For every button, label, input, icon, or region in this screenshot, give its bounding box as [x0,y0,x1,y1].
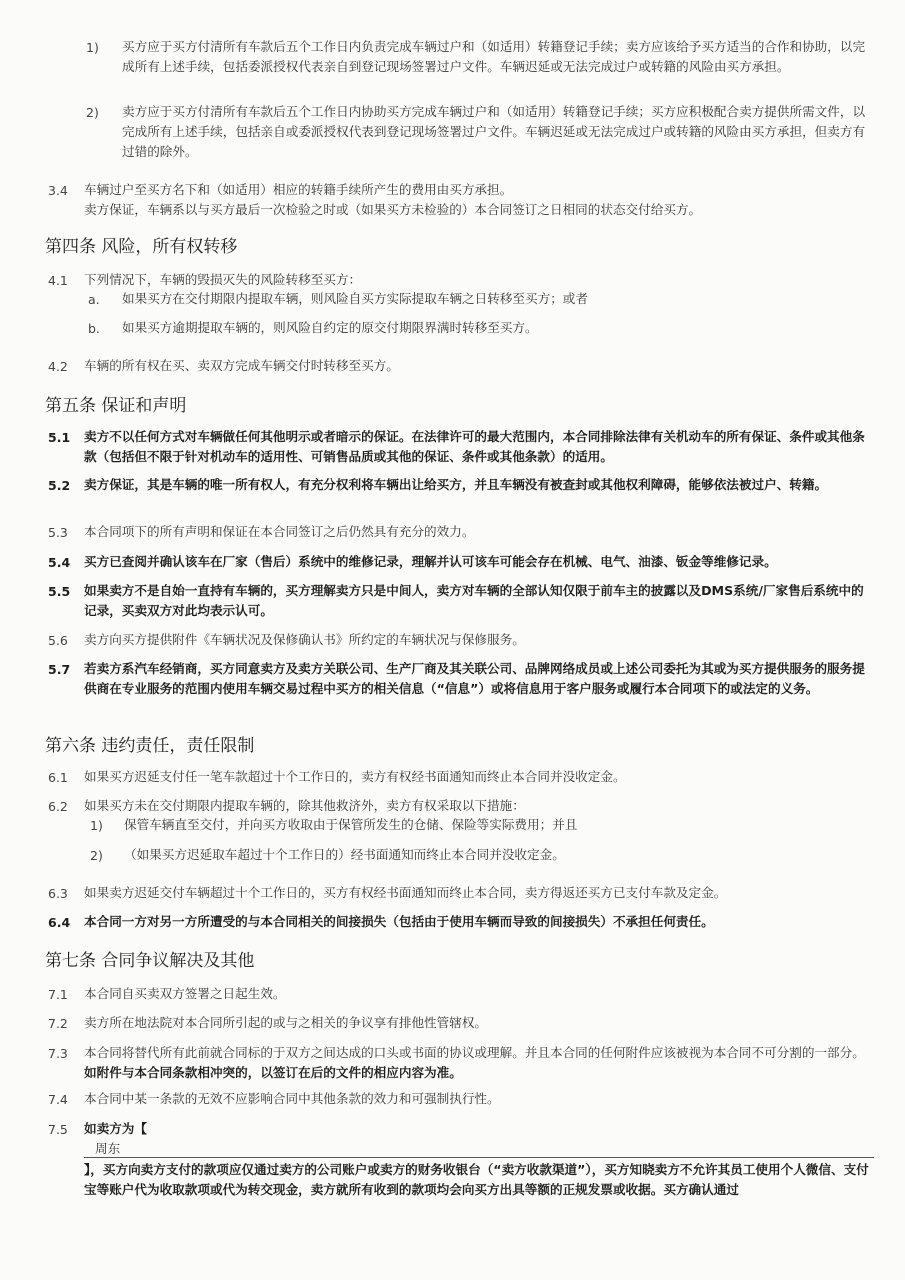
sub-item-number: a. [88,292,100,307]
sub-item-text: 保管车辆直至交付，并向买方收取由于保管所发生的仓储、保险等实际费用；并且 [124,817,578,832]
clause-number: 7.2 [48,1016,68,1031]
item-number: 2) [86,105,99,120]
clause-text: 卖方保证，其是车辆的唯一所有权人，有充分权利将车辆出让给买方，并且车辆没有被查封或其他权利障碍，能够依法被过户、转籍。 [84,477,828,492]
clause-text: 本合同自买卖双方签署之日起生效。 [84,986,286,1001]
clause-text: 如果卖方迟延交付车辆超过十个工作日的，买方有权经书面通知而终止本合同，卖方得返还买方已支付车款及定金。 [84,885,727,900]
clause-text: 买方已查阅并确认该车在厂家（售后）系统中的维修记录，理解并认可该车可能会存在机械、电气、油漆、钣金等维修记录。 [84,554,777,569]
clause-number: 5.3 [48,525,68,540]
section-heading: 第七条 合同争议解决及其他 [45,951,255,971]
seller-name-field: 周东 [95,1141,121,1156]
clause-text: 卖方不以任何方式对车辆做任何其他明示或者暗示的保证。在法律许可的最大范围内，本合同排除法律有关机动车的所有保证、条件或其他条款（包括但不限于针对机动车的适用性、可销售品质或其他的保证、条件或其他条款）的适用。 [84,429,865,464]
section-heading: 第四条 风险，所有权转移 [45,237,238,257]
clause-number: 7.1 [48,987,68,1002]
signature-underline [84,1157,874,1158]
clause-text: 卖方所在地法院对本合同所引起的或与之相关的争议享有排他性管辖权。 [84,1015,487,1030]
clause-number: 5.6 [48,633,68,648]
sub-item-number: 2) [90,848,103,863]
clause-number: 4.1 [48,273,68,288]
clause-text: 若卖方系汽车经销商，买方同意卖方及卖方关联公司、生产厂商及其关联公司、品牌网络成员或上述公司委托为其或为买方提供服务的服务提供商在专业服务的范围内使用车辆交易过程中买方的相关信息（“信息”）或将信息用于客户服务或履行本合同项下的或法定的义务。 [84,661,865,696]
clause-number: 5.4 [48,555,71,570]
clause-number: 4.2 [48,359,68,374]
clause-number: 6.2 [48,799,68,814]
item-number: 1) [86,40,99,55]
clause-number: 7.5 [48,1122,68,1137]
clause-text: 卖方保证，车辆系以与买方最后一次检验之时或（如果买方未检验的）本合同签订之日相同的状态交付给买方。 [84,202,702,217]
clause-number: 5.1 [48,430,71,445]
clause-text-normal: 本合同将替代所有此前就合同标的于双方之间达成的口头或书面的协议或理解。并且本合同的任何附件应该被视为本合同不可分割的一部分。 [84,1045,865,1060]
clause-text-bold: 如附件与本合同条款相冲突的，以签订在后的文件的相应内容为准。 [84,1065,462,1080]
clause-text: 卖方向买方提供附件《车辆状况及保修确认书》所约定的车辆状况与保修服务。 [84,632,525,647]
sub-item-text: （如果买方迟延取车超过十个工作日的）经书面通知而终止本合同并没收定金。 [124,847,565,862]
clause-number: 7.3 [48,1046,68,1061]
clause-text: 车辆过户至买方名下和（如适用）相应的转籍手续所产生的费用由买方承担。 [84,182,513,197]
clause-text: 如果买方迟延支付任一笔车款超过十个工作日的，卖方有权经书面通知而终止本合同并没收定金。 [84,769,626,784]
item-text: 买方应于买方付清所有车款后五个工作日内负责完成车辆过户和（如适用）转籍登记手续；卖方应该给予买方适当的合作和协助，以完成所有上述手续，包括委派授权代表亲自到登记现场签署过户文件。车辆迟延或无法完成过户或转籍的风险由买方承担。 [122,39,866,74]
clause-number: 6.4 [48,915,71,930]
sub-item-text: 如果买方逾期提取车辆的，则风险自约定的原交付期限界满时转移至买方。 [122,320,538,335]
clause-text [84,1043,874,1083]
clause-number: 5.7 [48,662,71,677]
clause-text: 本合同一方对另一方所遭受的与本合同相关的间接损失（包括由于使用车辆而导致的间接损失）不承担任何责任。 [84,914,714,929]
sub-item-number: 1) [90,818,103,833]
clause-text: 本合同项下的所有声明和保证在本合同签订之后仍然具有充分的效力。 [84,524,475,539]
clause-number: 3.4 [48,183,68,198]
clause-number: 6.3 [48,886,68,901]
clause-number: 5.2 [48,478,71,493]
section-heading: 第六条 违约责任，责任限制 [45,736,255,756]
clause-text: 如果卖方不是自始一直持有车辆的，买方理解卖方只是中间人，卖方对车辆的全部认知仅限于前车主的披露以及DMS系统/厂家售后系统中的记录，买卖双方对此均表示认可。 [84,583,864,618]
clause-text: 下列情况下，车辆的毁损灭失的风险转移至买方： [84,272,362,287]
clause-text: 本合同中某一条款的无效不应影响合同中其他条款的效力和可强制执行性。 [84,1091,500,1106]
clause-text: 车辆的所有权在买、卖双方完成车辆交付时转移至买方。 [84,358,399,373]
clause-text: 如果买方未在交付期限内提取车辆的，除其他救济外，卖方有权采取以下措施： [84,798,525,813]
clause-number: 6.1 [48,770,68,785]
sub-item-number: b. [88,321,100,336]
clause-number: 5.5 [48,584,71,599]
clause-lead: 如卖方为【 [84,1121,147,1136]
clause-text: 】，买方向卖方支付的款项应仅通过卖方的公司账户或卖方的财务收银台（“卖方收款渠道”），买方知晓卖方不允许其员工使用个人微信、支付宝等账户代为收取款项或代为转交现金，卖方就所有收到的款项均会向买方出具等额的正规发票或收据。买方确认通过 [84,1162,869,1197]
sub-item-text: 如果买方在交付期限内提取车辆，则风险自买方实际提取车辆之日转移至买方；或者 [122,291,588,306]
section-heading: 第五条 保证和声明 [45,396,187,416]
clause-number: 7.4 [48,1092,68,1107]
item-text: 卖方应于买方付清所有车款后五个工作日内协助买方完成车辆过户和（如适用）转籍登记手续；买方应积极配合卖方提供所需文件，以完成所有上述手续，包括亲自或委派授权代表到登记现场签署过户文件。车辆迟延或无法完成过户或转籍的风险由买方承担，但卖方有过错的除外。 [122,104,866,159]
